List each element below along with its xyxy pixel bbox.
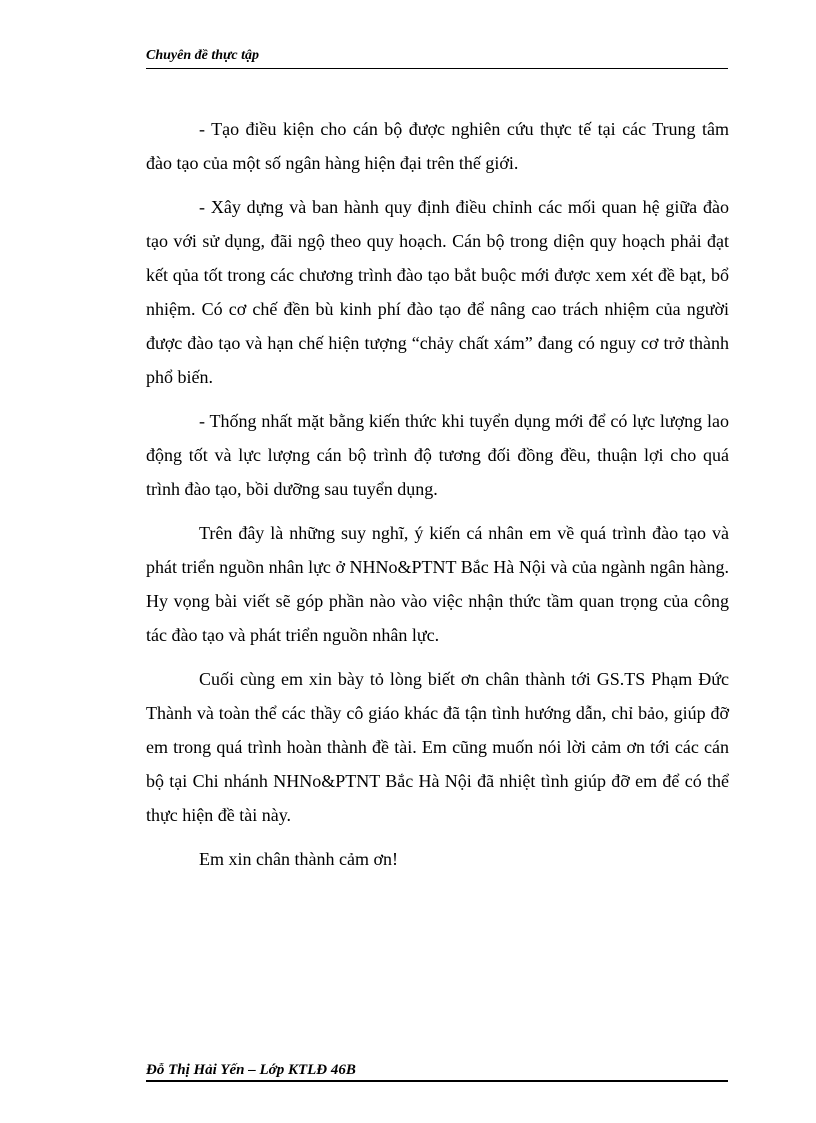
page-header [146,48,728,69]
closing-line: Em xin chân thành cảm ơn! [199,849,398,869]
header-title: Chuyên đề thực tập [146,48,260,63]
paragraph: Cuối cùng em xin bày tỏ lòng biết ơn chân thành tới GS.TS Phạm Đức Thành và toàn thể các thầy cô giáo khác đã tận tình hướng dẫn, chỉ bảo, giúp đỡ em trong quá trình hoàn thành đề tài. Em cũng muốn nói lời cảm ơn tới các cán bộ tại Chi nhánh NHNo&PTNT Bắc Hà Nội đã nhiệt tình giúp đỡ em để có thể thực hiện đề tài này. [146,669,729,825]
paragraph: - Tạo điều kiện cho cán bộ được nghiên cứu thực tế tại các Trung tâm đào tạo của một số ngân hàng hiện đại trên thế giới. [146,119,729,173]
page-footer [146,1062,728,1082]
paragraph: Trên đây là những suy nghĩ, ý kiến cá nhân em về quá trình đào tạo và phát triển nguồn nhân lực ở NHNo&PTNT Bắc Hà Nội và của ngành ngân hàng. Hy vọng bài viết sẽ góp phần nào vào việc nhận thức tầm quan trọng của công tác đào tạo và phát triển nguồn nhân lực. [146,523,729,645]
body-text [146,112,729,886]
paragraph: - Xây dựng và ban hành quy định điều chỉnh các mối quan hệ giữa đào tạo với sử dụng, đãi ngộ theo quy hoạch. Cán bộ trong diện quy hoạch phải đạt kết qủa tốt trong các chương trình đào tạo bắt buộc mới được xem xét đề bạt, bổ nhiệm. Có cơ chế đền bù kinh phí đào tạo để nâng cao trách nhiệm của người được đào tạo và hạn chế hiện tượng “chảy chất xám” đang có nguy cơ trở thành phổ biến. [146,197,729,387]
paragraph: - Thống nhất mặt bằng kiến thức khi tuyển dụng mới để có lực lượng lao động tốt và lực lượng cán bộ trình độ tương đối đồng đều, thuận lợi cho quá trình đào tạo, bồi dưỡng sau tuyển dụng. [146,411,729,499]
footer-author: Đỗ Thị Hải Yến – Lớp KTLĐ 46B [146,1062,356,1078]
